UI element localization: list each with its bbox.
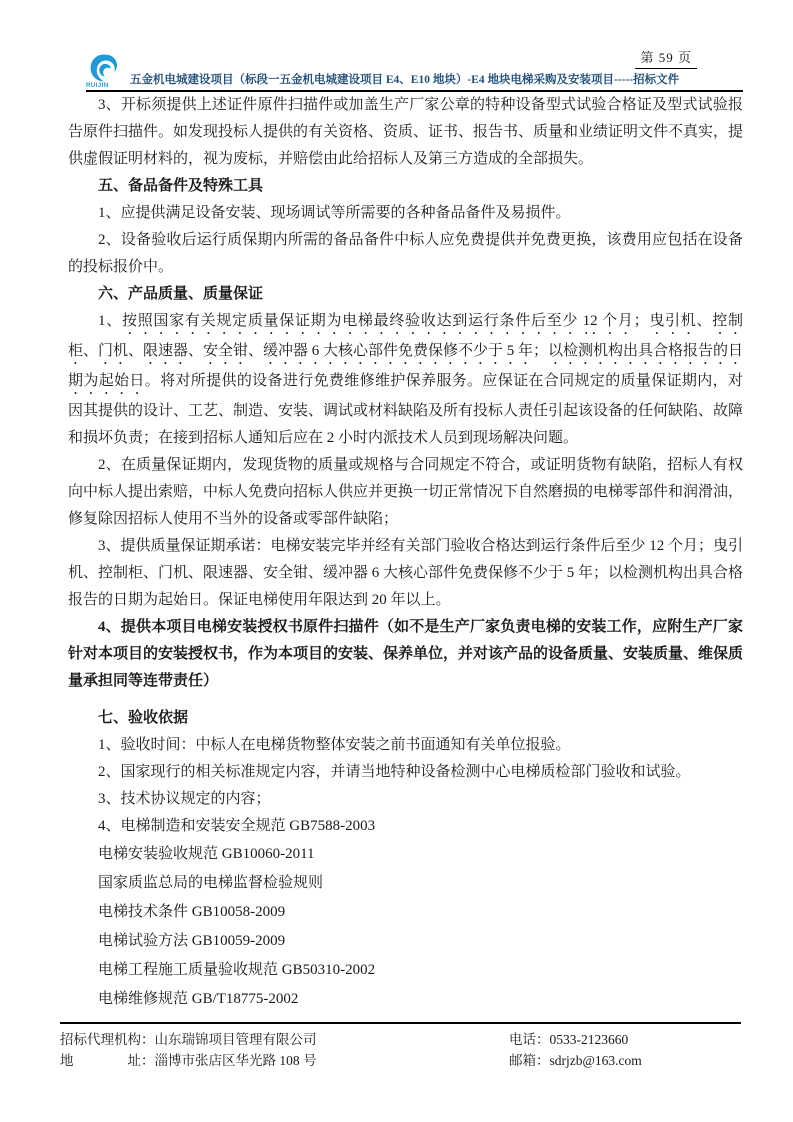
footer-right-column — [509, 1029, 741, 1071]
footer-phone-row — [509, 1029, 741, 1050]
paragraph: 电梯安装验收规范 GB10060-2011 — [98, 846, 315, 862]
address-label: 地 址： — [60, 1053, 155, 1068]
company-logo — [86, 53, 130, 90]
document-body — [68, 92, 743, 1014]
agency-label: 招标代理机构： — [60, 1032, 155, 1047]
paragraph: 电梯技术条件 GB10058-2009 — [98, 904, 286, 920]
footer-email-row — [509, 1050, 741, 1071]
section-heading: 七、验收依据 — [98, 710, 189, 726]
email-value: sdrjzb@163.com — [549, 1053, 642, 1068]
page-number: 第 59 页 — [635, 47, 697, 69]
address-value: 淄博市张店区华光路 108 号 — [154, 1053, 317, 1068]
page-header — [86, 44, 743, 92]
document-header-title: 五金机电城建设项目（标段一五金机电城建设项目 E4、E10 地块）-E4 地块电梯采购及安装项目-----招标文件 — [130, 74, 680, 86]
paragraph: 4、提供本项目电梯安装授权书原件扫描件（如不是生产厂家负责电梯的安装工作，应附生产厂家针对本项目的安装授权书，作为本项目的安装、保养单位，并对该产品的设备质量、安装质量、维保质量承担同等连带责任） — [68, 619, 744, 689]
paragraph: 电梯试验方法 GB10059-2009 — [98, 933, 286, 949]
paragraph: 1、验收时间：中标人在电梯货物整体安装之前书面通知有关单位报验。 — [98, 737, 571, 753]
paragraph: 3、提供质量保证期承诺：电梯安装完毕并经有关部门验收合格达到运行条件后至少 12 个月；曳引机、控制柜、门机、限速器、安全钳、缓冲器 6 大核心部件免费保修不少于 5 年；以检测机构出具合格报告的日期为起始日。保证电梯使用年限达到 20 年以上。 — [68, 538, 744, 608]
agency-value: 山东瑞锦项目管理有限公司 — [154, 1032, 317, 1047]
section-heading: 五、备品备件及特殊工具 — [98, 178, 264, 194]
footer-address-row — [60, 1050, 509, 1071]
email-label: 邮箱： — [509, 1053, 550, 1068]
logo-text: RUIJIN — [86, 83, 109, 89]
paragraph: 1、应提供满足设备安装、现场调试等所需要的各种备品备件及易损件。 — [98, 205, 571, 221]
paragraph: 4、电梯制造和安装安全规范 GB7588-2003 — [98, 818, 376, 834]
paragraph: 电梯工程施工质量验收规范 GB50310-2002 — [98, 962, 376, 978]
paragraph: 2、在质量保证期内，发现货物的质量或规格与合同规定不符合，或证明货物有缺陷，招标人有权向中标人提出索赔，中标人免费向招标人供应并更换一切正常情况下自然磨损的电梯零部件和润滑油，修复除因招标人使用不当外的设备或零部件缺陷； — [68, 457, 744, 527]
phone-value: 0533-2123660 — [549, 1032, 629, 1047]
footer-agency-row — [60, 1029, 509, 1050]
swirl-logo-icon — [88, 53, 120, 83]
paragraph: 电梯维修规范 GB/T18775-2002 — [98, 991, 299, 1007]
footer-left-column — [60, 1029, 509, 1071]
paragraph: 3、技术协议规定的内容； — [98, 791, 271, 807]
paragraph: 3、开标须提供上述证件原件扫描件或加盖生产厂家公章的特种设备型式试验合格证及型式试验报告原件扫描件。如发现投标人提供的有关资格、资质、证书、报告书、质量和业绩证明文件不真实，提供虚假证明材料的，视为废标，并赔偿由此给招标人及第三方造成的全部损失。 — [68, 97, 744, 167]
page-footer — [60, 1022, 741, 1071]
paragraph: 国家质监总局的电梯监督检验规则 — [98, 875, 324, 891]
paragraph: 2、国家现行的相关标准规定内容，并请当地特种设备检测中心电梯质检部门验收和试验。 — [98, 764, 691, 780]
emphasized-text: 按照国家有关规定质量保证期为电梯最终验收达到运行条件后至少 12 个月；曳引机、控制柜、门机、限速器、安全钳、缓冲器 6 大核心部件免费保修不少于 5 年；以检测机构出具合格报告的日期为起始日。 — [68, 313, 744, 389]
paragraph: 1、按照国家有关规定质量保证期为电梯最终验收达到运行条件后至少 12 个月；曳引机、控制柜、门机、限速器、安全钳、缓冲器 6 大核心部件免费保修不少于 5 年；以检测机构出具合格报告的日期为起始日。将对所提供的设备进行免费维修维护保养服务。应保证在合同规定的质量保证期内，对因其提供的设计、工艺、制造、安装、调试或材料缺陷及所有投标人责任引起该设备的任何缺陷、故障和损坏负责；在接到招标人通知后应在 2 小时内派技术人员到现场解决问题。 — [68, 313, 744, 446]
phone-label: 电话： — [509, 1032, 550, 1047]
paragraph: 2、设备验收后运行质保期内所需的备品备件中标人应免费提供并免费更换，该费用应包括在设备的投标报价中。 — [68, 232, 743, 275]
section-heading: 六、产品质量、质量保证 — [98, 286, 264, 302]
